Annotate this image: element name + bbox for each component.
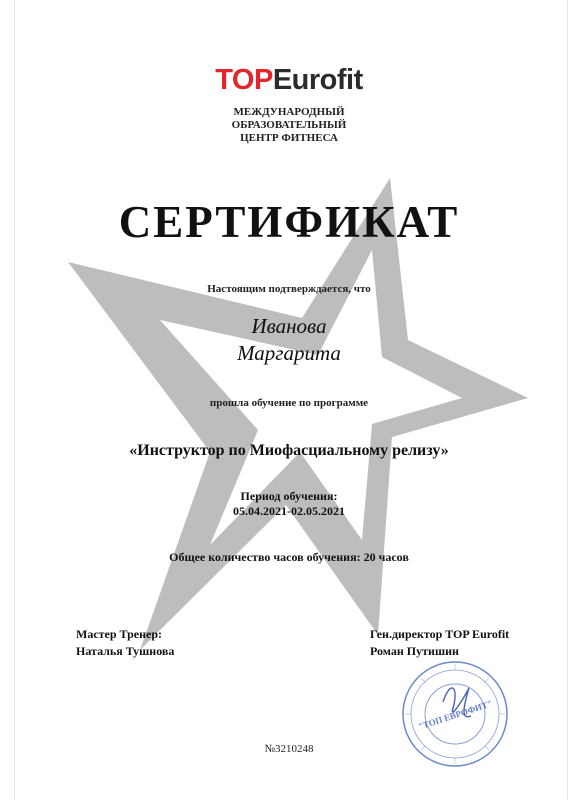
training-period	[0, 489, 578, 519]
recipient-surname: Иванова	[251, 314, 327, 338]
stamp-text: "ТОП ЕВРОФИТ"	[416, 698, 494, 732]
signature-left	[76, 626, 174, 660]
period-label: Период обучения:	[240, 489, 338, 503]
org-line: МЕЖДУНАРОДНЫЙ	[233, 106, 345, 118]
signature-right-name: Роман Путишин	[370, 644, 459, 658]
recipient-first-name: Маргарита	[237, 341, 341, 365]
logo-top: TOP	[215, 64, 273, 96]
signature-left-title: Мастер Тренер:	[76, 627, 163, 641]
org-line: ОБРАЗОВАТЕЛЬНЫЙ	[231, 119, 347, 131]
program-name: «Инструктор по Миофасциальному релизу»	[129, 442, 449, 459]
completed-text: прошла обучение по программе	[209, 397, 369, 409]
confirm-text: Настоящим подтверждается, что	[207, 283, 371, 295]
certificate-number: №3210248	[264, 743, 314, 755]
signature-right-title: Ген.директор TOP Eurofit	[370, 627, 510, 641]
org-line: ЦЕНТР ФИТНЕСА	[240, 132, 338, 144]
logo-eurofit: Eurofit	[272, 64, 363, 96]
brand-logo	[0, 64, 578, 97]
total-hours: Общее количество часов обучения: 20 часов	[169, 550, 409, 564]
organization-name	[0, 106, 578, 145]
signature-left-name: Наталья Тушнова	[76, 644, 175, 658]
recipient-name	[0, 313, 578, 367]
signature-right	[370, 626, 509, 660]
period-value: 05.04.2021-02.05.2021	[233, 504, 345, 518]
certificate-title: СЕРТИФИКАТ	[118, 197, 460, 247]
